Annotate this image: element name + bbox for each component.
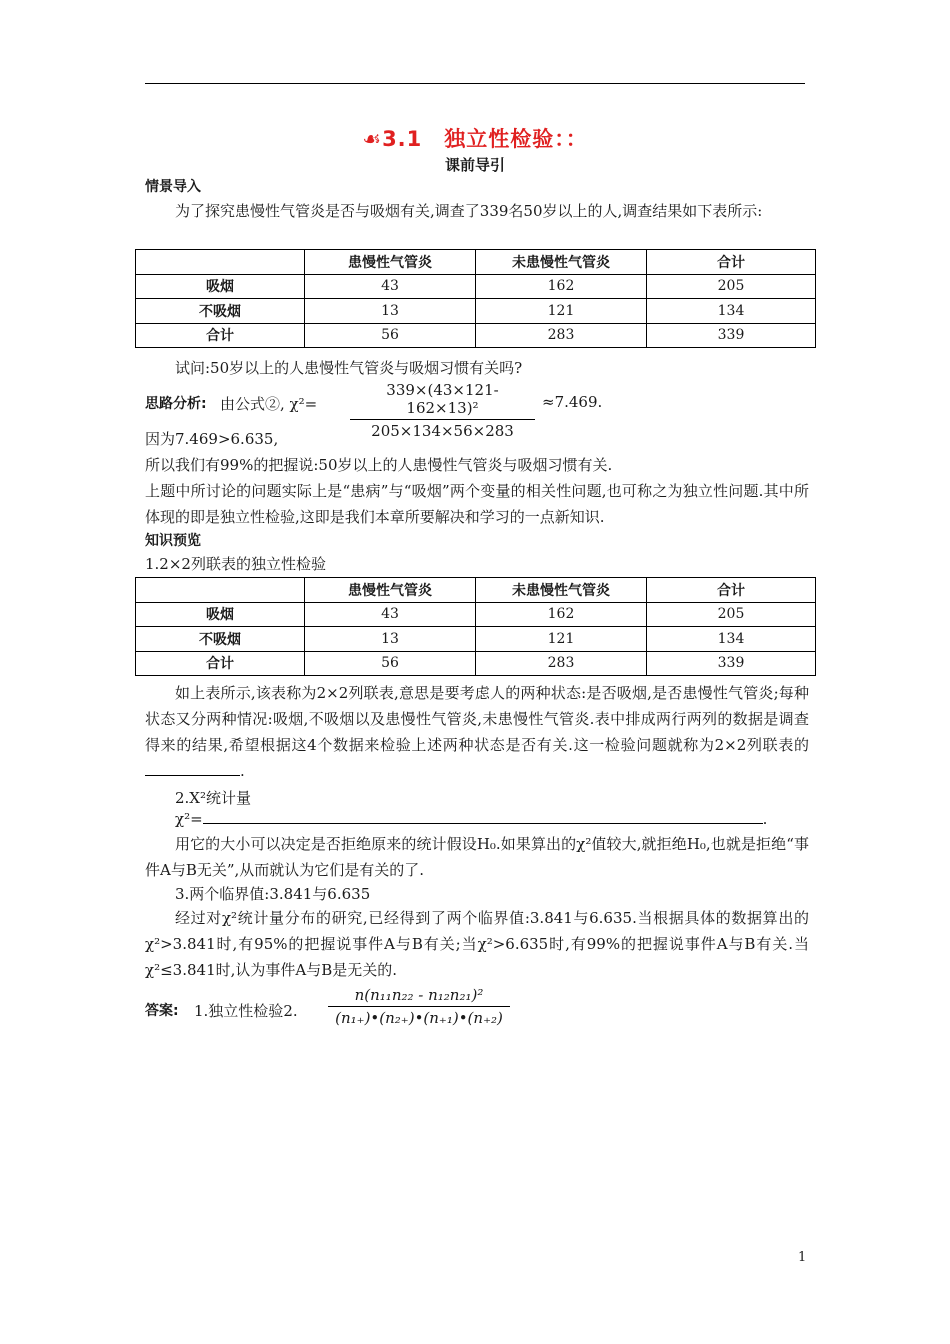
title-ornament-icon: ☙ xyxy=(362,127,383,151)
table-cell: 121 xyxy=(476,299,647,324)
table-header-cell: 未患慢性气管炎 xyxy=(476,578,647,603)
table-header-cell: 未患慢性气管炎 xyxy=(476,250,647,275)
table-row xyxy=(136,627,816,652)
table-cell: 43 xyxy=(305,274,476,299)
row-label: 合计 xyxy=(136,323,305,348)
header-rule xyxy=(145,83,805,84)
table-cell: 339 xyxy=(647,651,816,676)
table-header-row xyxy=(136,578,816,603)
table-header-cell xyxy=(136,250,305,275)
row-label: 合计 xyxy=(136,651,305,676)
preview-item-3: 3.两个临界值:3.841与6.635 xyxy=(175,885,371,903)
contingency-table-1 xyxy=(135,249,816,348)
answer-numerator: n(n₁₁n₂₂ - n₁₂n₂₁)² xyxy=(328,986,510,1007)
intro-paragraph: 为了探究患慢性气管炎是否与吸烟有关,调查了339名50岁以上的人,调查结果如下表所示: xyxy=(175,202,763,220)
table-header-cell: 合计 xyxy=(647,250,816,275)
table-cell: 134 xyxy=(647,299,816,324)
question-text: 试问:50岁以上的人患慢性气管炎与吸烟习惯有关吗? xyxy=(175,359,523,377)
page-number: 1 xyxy=(798,1250,807,1265)
table-cell: 283 xyxy=(476,323,647,348)
preview-item-2: 2.X²统计量 xyxy=(175,789,252,807)
table-cell: 162 xyxy=(476,602,647,627)
chi-square-blank-line: χ²= . xyxy=(175,810,768,828)
table-row xyxy=(136,323,816,348)
preview-paragraph-1: 如上表所示,该表称为2×2列联表,意思是要考虑人的两种状态:是否吸烟,是否患慢性气管炎;每种状态又分两种情况:吸烟,不吸烟以及患慢性气管炎,未患慢性气管炎.表中排成两行两列的数据是调查得来的结果,希望根据这4个数据来检验上述两种状态是否有关.这一检验问题就称为2×2列联表的. xyxy=(145,684,809,780)
formula-denominator: 205×134×56×283 xyxy=(371,422,514,440)
row-label: 不吸烟 xyxy=(136,299,305,324)
table-cell: 13 xyxy=(305,627,476,652)
contingency-table-2 xyxy=(135,577,816,676)
table-header-cell: 患慢性气管炎 xyxy=(305,250,476,275)
table-cell: 134 xyxy=(647,627,816,652)
section-subtitle: 课前导引 xyxy=(444,156,505,174)
page-title xyxy=(0,123,950,153)
preview-heading: 知识预览 xyxy=(145,533,201,549)
table-row xyxy=(136,602,816,627)
table-row xyxy=(136,651,816,676)
table-cell: 283 xyxy=(476,651,647,676)
table-cell: 162 xyxy=(476,274,647,299)
preview-item-1: 1.2×2列联表的独立性检验 xyxy=(145,555,326,573)
answer-text: 1.独立性检验2. xyxy=(194,1002,298,1020)
intro-heading: 情景导入 xyxy=(145,179,201,195)
answer-label: 答案: xyxy=(145,1003,179,1019)
answer-formula xyxy=(328,986,510,1027)
formula-result: ≈7.469. xyxy=(542,393,603,411)
formula-numerator: 339×(43×121- 162×13)² xyxy=(350,381,535,420)
row-label: 吸烟 xyxy=(136,274,305,299)
table-row xyxy=(136,274,816,299)
table-cell: 56 xyxy=(305,651,476,676)
title-suffix: ：： xyxy=(554,127,588,151)
table-header-row xyxy=(136,250,816,275)
table-header-cell: 合计 xyxy=(647,578,816,603)
table-cell: 339 xyxy=(647,323,816,348)
analysis-lead: 由公式②, χ²= xyxy=(220,395,318,413)
preview-paragraph-3: 经过对χ²统计量分布的研究,已经得到了两个临界值:3.841与6.635.当根据具体的数据算出的χ²>3.841时,有95%的把握说事件A与B有关;当χ²>6.635时,有99%的把握说事件A与B有关.当χ²≤3.841时,认为事件A与B是无关的. xyxy=(145,909,809,979)
fill-blank xyxy=(145,761,240,776)
table-header-cell: 患慢性气管炎 xyxy=(305,578,476,603)
title-text: 3.1 独立性检验 xyxy=(382,127,555,151)
table-cell: 205 xyxy=(647,602,816,627)
fill-blank xyxy=(203,809,763,824)
row-label: 吸烟 xyxy=(136,602,305,627)
table-cell: 43 xyxy=(305,602,476,627)
preview-paragraph-2: 用它的大小可以决定是否拒绝原来的统计假设H₀.如果算出的χ²值较大,就拒绝H₀,也就是拒绝“事件A与B无关”,从而就认为它们是有关的了. xyxy=(145,835,809,879)
table-cell: 13 xyxy=(305,299,476,324)
table-row xyxy=(136,299,816,324)
table-cell: 121 xyxy=(476,627,647,652)
row-label: 不吸烟 xyxy=(136,627,305,652)
analysis-label: 思路分析: xyxy=(145,396,207,412)
answer-denominator: (n₁₊)•(n₂₊)•(n₊₁)•(n₊₂) xyxy=(335,1009,503,1027)
table-cell: 56 xyxy=(305,323,476,348)
analysis-paragraph: 因为7.469>6.635, 所以我们有99%的把握说:50岁以上的人患慢性气管炎与吸烟习惯有关. 上题中所讨论的问题实际上是“患病”与“吸烟”两个变量的相关性问题,也可称之为独立性问题.其中所体现的即是独立性检验,这即是我们本章所要解决和学习的一点新知识. xyxy=(145,430,809,526)
table-cell: 205 xyxy=(647,274,816,299)
table-header-cell xyxy=(136,578,305,603)
